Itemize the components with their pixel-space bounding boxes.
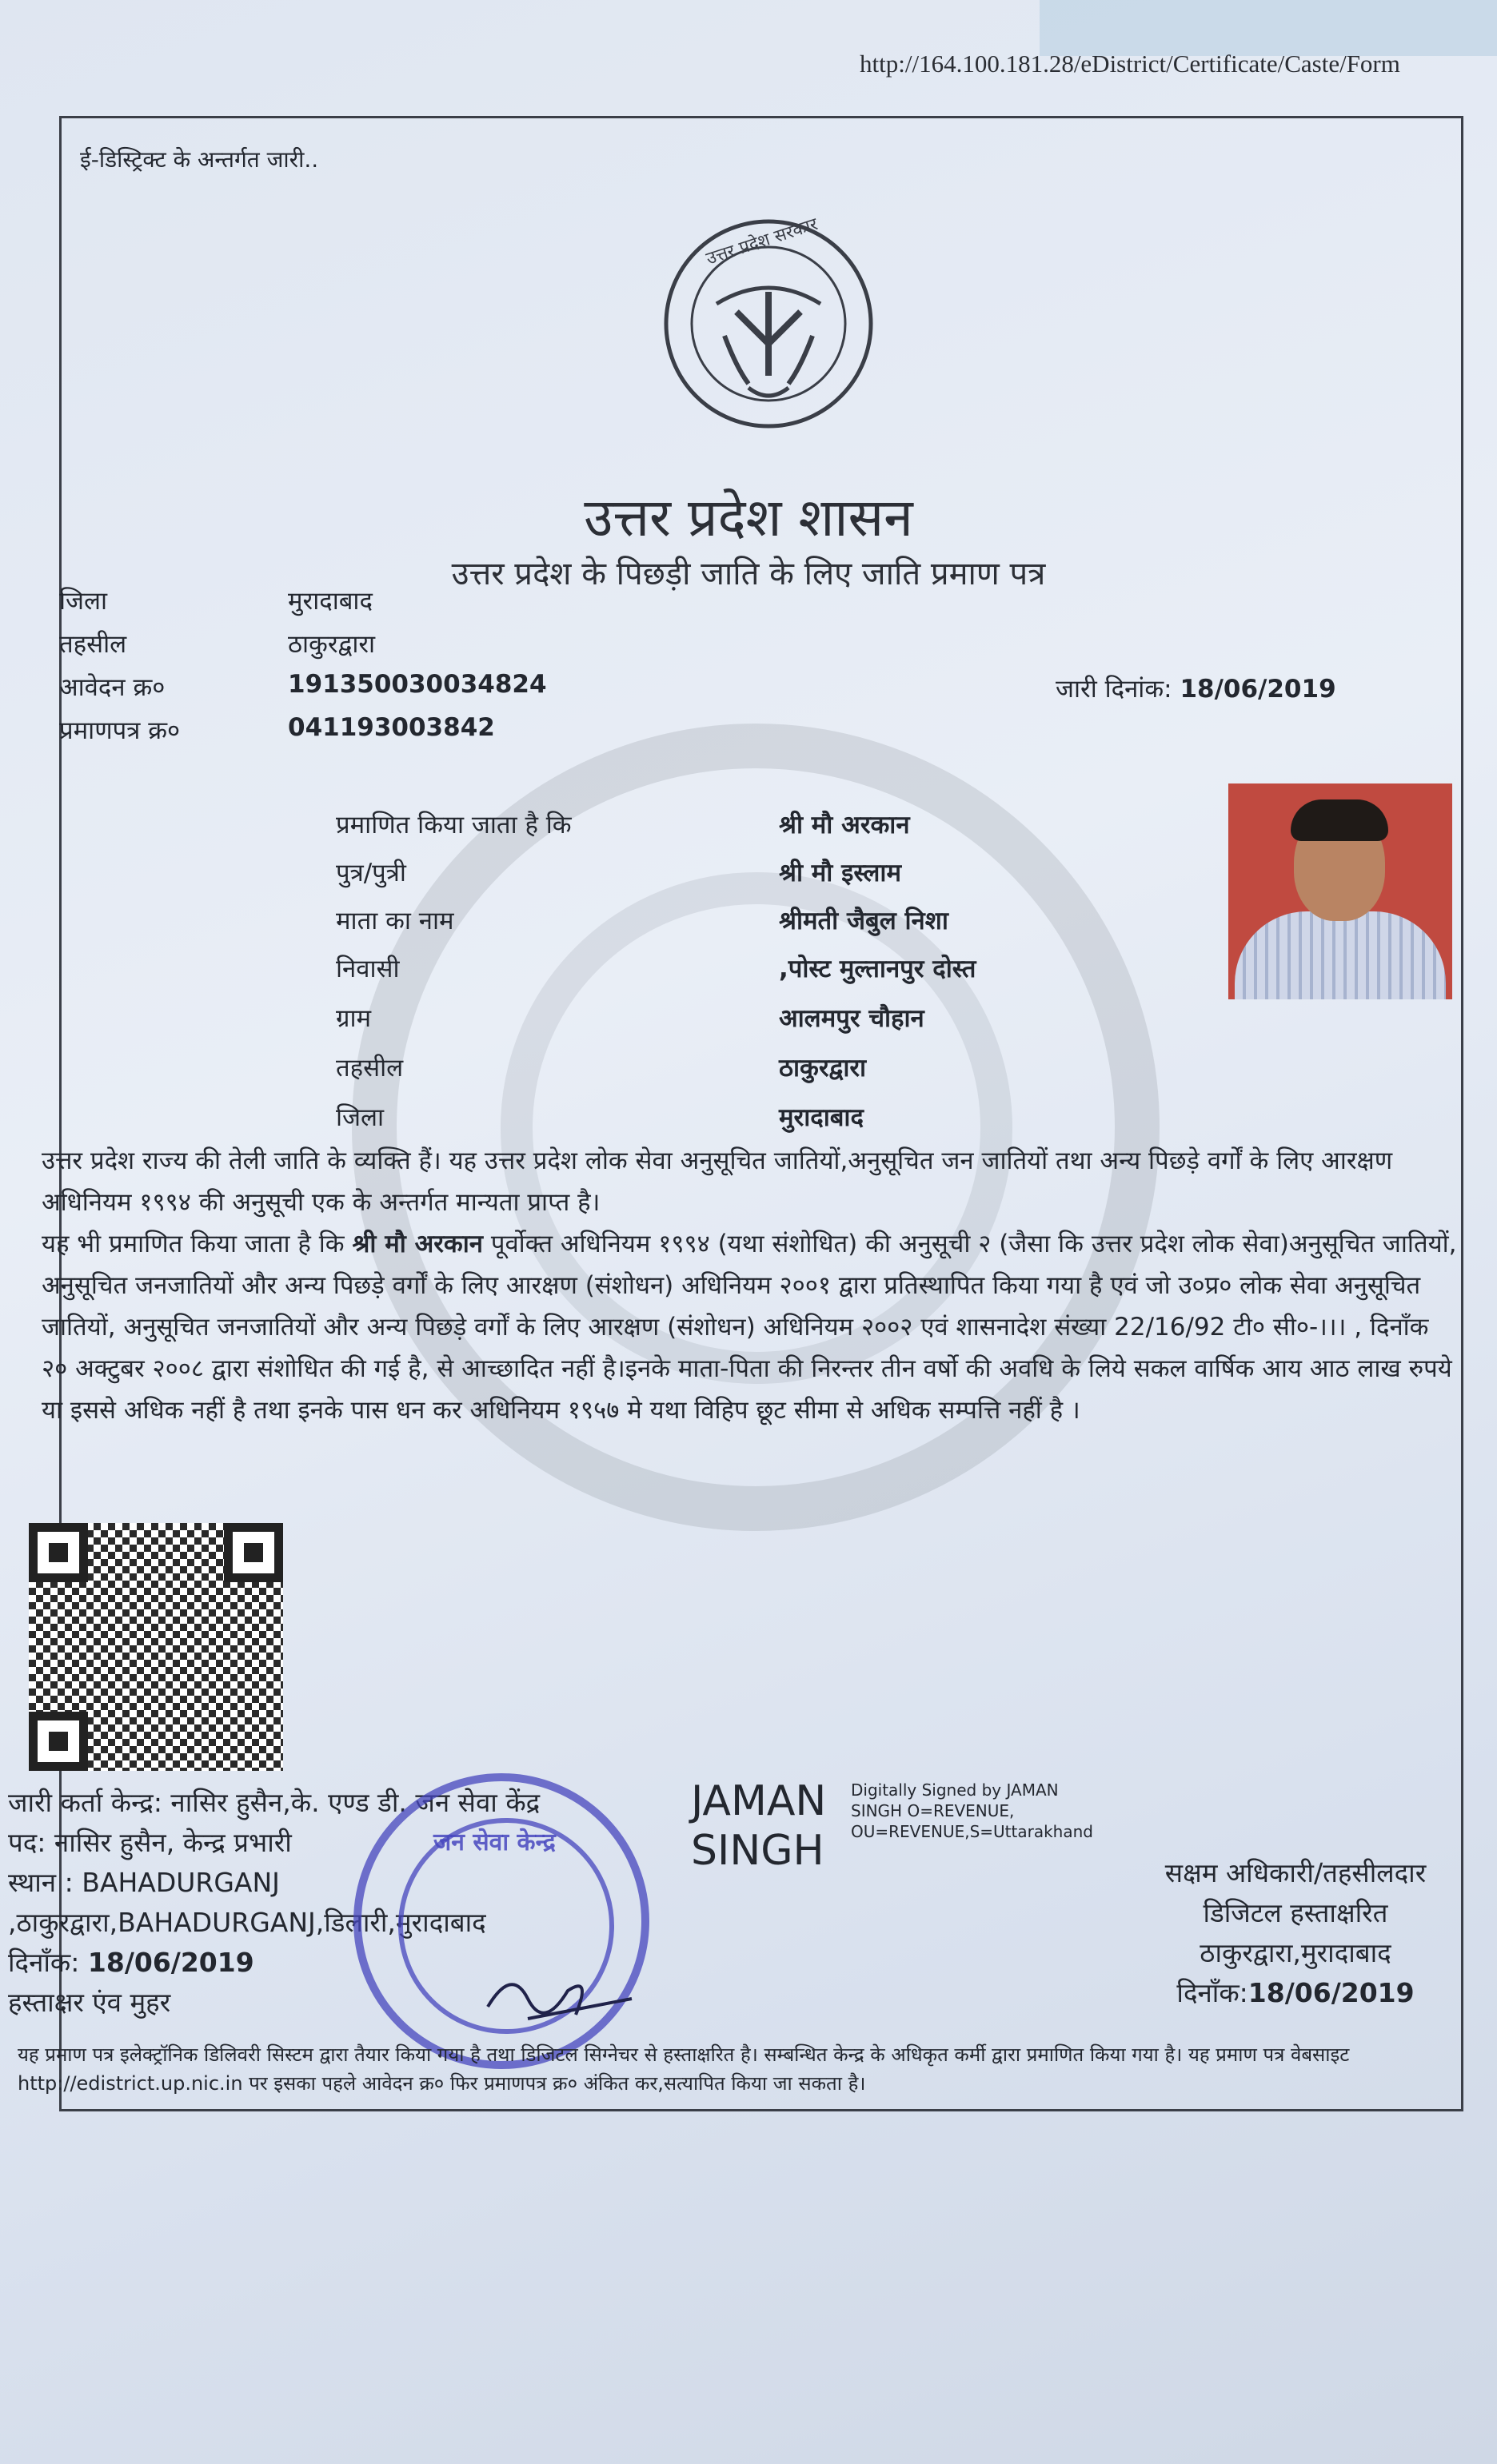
digital-signer-name [691,1776,826,1876]
tehsil-label: तहसील [59,630,127,659]
officer-block [1104,1853,1487,2013]
certification-paragraph [42,1223,1457,1431]
field-label: प्रमाणित किया जाता है कि [336,811,572,839]
officer-location: ठाकुरद्वारा,मुरादाबाद [1200,1937,1391,1968]
signer-name-line2: SINGH [691,1827,824,1875]
certificate-value: 041193003842 [288,713,495,742]
officer-date-label: दिनाँक: [1176,1977,1248,2008]
applicant-photo [1228,783,1452,999]
caste-paragraph: उत्तर प्रदेश राज्य की तेली जाति के व्यक्ति हैं। यह उत्तर प्रदेश लोक सेवा अनुसूचित जातियों,अनुसूचित जन जातियों तथा अन्य पिछड़े वर्गों के लिए आरक्षण अधिनियम १९९४ की अनुसूची एक के अन्तर्गत मान्यता प्राप्त है। [42,1146,1393,1217]
footer-note: यह प्रमाण पत्र इलेक्ट्रॉनिक डिलिवरी सिस्टम द्वारा तैयार किया गया है तथा डिजिटल सिग्नेचर से हस्ताक्षरित है। सम्बन्धित केन्द्र के अधिकृत कर्मी द्वारा प्रमाणित किया गया है। यह प्रमाण पत्र वेबसाइट http://edistrict.up.nic.in पर इसका पहले आवेदन क्र० फिर प्रमाणपत्र क्र० अंकित कर,सत्यापित किया जा सकता है। [18,2043,1350,2095]
digital-signature-info [851,1780,1093,1842]
issuer-date-value: 18/06/2019 [87,1947,254,1978]
issuer-post: पद: नासिर हुसैन, केन्द्र प्रभारी [8,1827,292,1858]
officer-signed: डिजिटल हस्ताक्षरित [1203,1897,1388,1928]
page-url: http://164.100.181.28/eDistrict/Certificate/Caste/Form [860,50,1400,78]
application-label: आवेदन क्र० [59,673,166,702]
issuer-place: स्थान : BAHADURGANJ [8,1867,280,1898]
issue-date-value: 18/06/2019 [1180,675,1336,704]
signature-icon [480,1951,640,2031]
signature-info-line1: Digitally Signed by JAMAN [851,1780,1059,1800]
district-label: जिला [59,587,108,616]
field-label: माता का नाम [336,907,454,935]
field-label: निवासी [336,955,400,983]
officer-date-value: 18/06/2019 [1248,1977,1415,2008]
district-value: मुरादाबाद [288,587,373,616]
field-value: श्री मौ अरकान [779,811,910,839]
issue-date-label: जारी दिनांक: [1056,675,1172,704]
header-issued-text: ई-डिस्ट्रिक्ट के अन्तर्गत जारी.. [80,146,319,173]
field-label: तहसील [336,1054,404,1082]
title-main: उत्तर प्रदेश शासन [584,487,913,548]
field-value: ,पोस्ट मुल्तानपुर दोस्त [779,955,976,983]
field-value: मुरादाबाद [779,1103,864,1132]
certificate-label: प्रमाणपत्र क्र० [59,716,181,745]
field-value: श्रीमती जैबुल निशा [779,907,948,935]
issue-date [1056,672,1336,705]
field-value: श्री मौ इस्लाम [779,859,901,887]
application-value: 19135003003482​4 [288,670,547,699]
emblem-text: उत्तर प्रदेश सरकार [704,214,820,269]
issuer-date-label: दिनाँक: [8,1947,88,1978]
signature-info-line2: SINGH O=REVENUE, [851,1801,1015,1820]
issuer-center: जारी कर्ता केन्द्र: नासिर हुसैन,के. एण्ड डी. जन सेवा केंद्र [8,1787,541,1818]
para2-body: पूर्वोक्त अधिनियम १९९४ (यथा संशोधित) की अनुसूची २ (जैसा कि उत्तर प्रदेश लोक सेवा)अनुसूचित जातियों, अनुसूचित जनजातियों और अन्य पिछड़े वर्गों के लिए आरक्षण (संशोधन) अधिनियम २००१ द्वारा प्रतिस्थापित किया गया है एवं जो उ०प्र० लोक सेवा अनुसूचित जातियों, अनुसूचित जनजातियों और अन्य पिछड़े वर्गों के लिए आरक्षण (संशोधन) अधिनियम २००२ एवं शासनादेश संख्या 22/16/92 टी० सी०-।।। , दिनाँक २० अक्टुबर २००८ द्वारा संशोधित की गई है, से आच्छादित नहीं है।इनके माता-पिता की निरन्तर तीन वर्षो की अवधि के लिये सकल वार्षिक आय आठ लाख रुपये या इससे अधिक नहीं है तथा इनके पास धन कर अधिनियम १९५७ मे यथा विहिप छूट सीमा से अधिक सम्पत्ति नहीं है । [42,1230,1457,1425]
qr-code-icon [29,1523,283,1771]
officer-title: सक्षम अधिकारी/तहसीलदार [1164,1857,1427,1888]
signer-name-line1: JAMAN [691,1777,827,1825]
officer-date [1104,1973,1487,2013]
para2-name: श्री मौ अरकान [352,1230,483,1258]
stamp-text: जन सेवा केन्द्र [433,1828,556,1856]
field-value: आलमपुर चौहान [779,1004,924,1033]
field-label: जिला [336,1103,385,1132]
para2-prefix: यह भी प्रमाणित किया जाता है कि [42,1230,353,1258]
title-sub: उत्तर प्रदेश के पिछड़ी जाति के लिए जाति प्रमाण पत्र [451,556,1046,592]
tehsil-value: ठाकुरद्वारा [288,630,376,659]
field-label: ग्राम [336,1004,372,1033]
background-strip [1040,0,1497,56]
field-label: पुत्र/पुत्री [336,859,406,887]
issuer-address: ,ठाकुरद्वारा,BAHADURGANJ,डिलारी,मुरादाबाद [8,1907,486,1938]
signature-info-line3: OU=REVENUE,S=Uttarakhand [851,1822,1093,1841]
issuer-sign-label: हस्ताक्षर एंव मुहर [8,1987,171,2018]
field-value: ठाकुरद्वारा [779,1054,867,1082]
